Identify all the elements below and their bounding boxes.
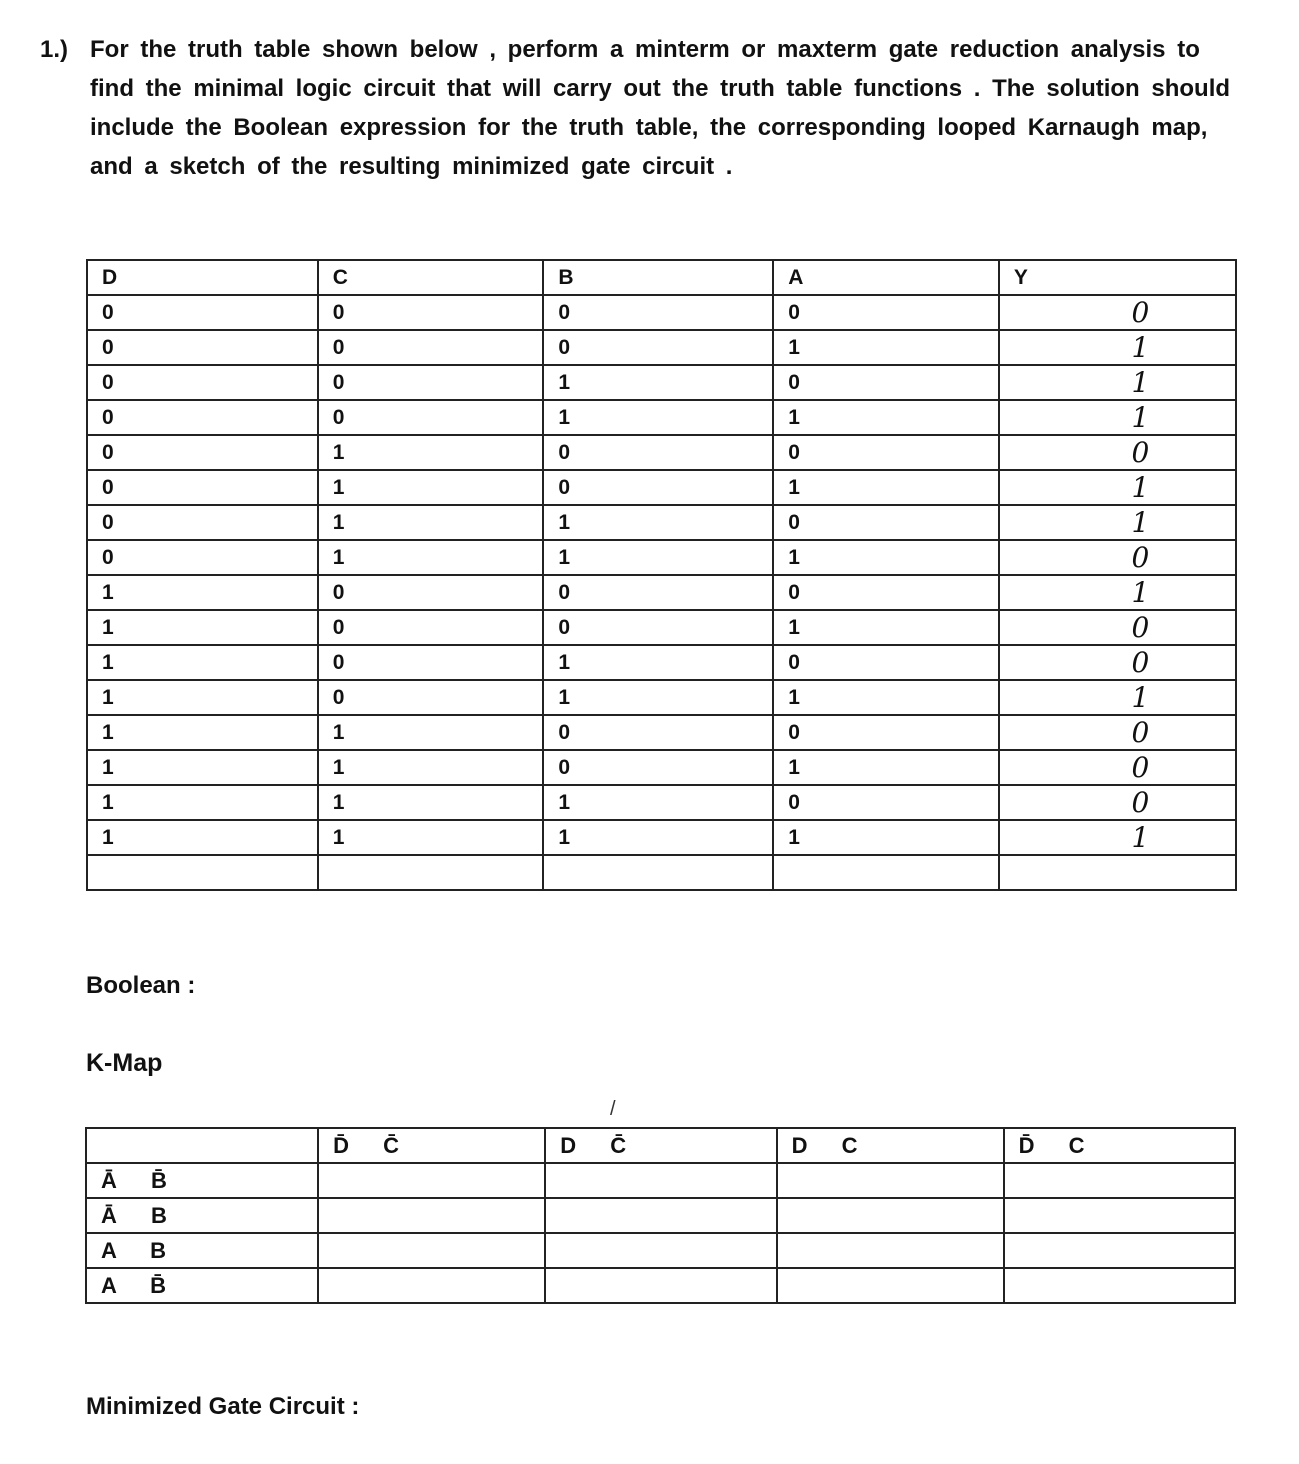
- table-row: [87, 610, 1236, 645]
- table-cell: 1: [87, 715, 318, 750]
- table-row: [87, 680, 1236, 715]
- table-cell: 1: [318, 435, 544, 470]
- table-cell: 0: [773, 505, 999, 540]
- table-cell: 0: [318, 330, 544, 365]
- kmap-row-header: Ā B̄: [86, 1163, 318, 1198]
- table-cell: 0: [543, 610, 773, 645]
- table-cell: 0: [87, 505, 318, 540]
- kmap-cell: [545, 1233, 776, 1268]
- table-cell: 0: [318, 400, 544, 435]
- kmap-cell: [545, 1268, 776, 1303]
- kmap-row: [86, 1198, 1235, 1233]
- table-cell: 0: [543, 435, 773, 470]
- karnaugh-map: [85, 1127, 1236, 1304]
- table-row: [87, 400, 1236, 435]
- table-cell: 1: [773, 540, 999, 575]
- kmap-cell: [318, 1163, 545, 1198]
- kmap-cell: [318, 1198, 545, 1233]
- column-header: A: [773, 260, 999, 295]
- table-cell: 1: [318, 470, 544, 505]
- kmap-title: K-Map: [86, 1049, 163, 1077]
- truth-table-header: [87, 260, 1236, 295]
- handwritten-output: 0: [999, 540, 1236, 575]
- table-cell: 1: [87, 750, 318, 785]
- table-row-empty: [87, 855, 1236, 890]
- handwritten-output: 1: [999, 330, 1236, 365]
- table-cell: 1: [318, 715, 544, 750]
- table-cell: 0: [543, 470, 773, 505]
- table-cell: 1: [318, 820, 544, 855]
- handwritten-output: 0: [999, 715, 1236, 750]
- boolean-label: Boolean :: [86, 972, 196, 999]
- kmap-cell: [545, 1163, 776, 1198]
- table-row: [87, 540, 1236, 575]
- kmap-cell: [318, 1268, 545, 1303]
- empty-cell: [999, 855, 1236, 890]
- table-cell: 0: [318, 365, 544, 400]
- table-cell: 0: [87, 470, 318, 505]
- table-row: [87, 330, 1236, 365]
- kmap-cell: [1004, 1233, 1235, 1268]
- gate-circuit-label: Minimized Gate Circuit :: [86, 1393, 360, 1420]
- empty-cell: [773, 855, 999, 890]
- table-row: [87, 365, 1236, 400]
- handwritten-output: 1: [999, 820, 1236, 855]
- table-cell: 1: [543, 820, 773, 855]
- kmap-column-header: D̄ C: [1004, 1128, 1235, 1163]
- table-cell: 1: [773, 750, 999, 785]
- table-row: [87, 750, 1236, 785]
- table-row: [87, 820, 1236, 855]
- table-row: [87, 645, 1236, 680]
- truth-table: [86, 259, 1237, 891]
- table-cell: 0: [773, 295, 999, 330]
- handwritten-output: 0: [999, 785, 1236, 820]
- problem-text: For the truth table shown below , perform a minterm or maxterm gate reduction analysis to find the minimal logic circuit that will carry out the truth table functions . The solution should include the Boolean expression for the truth table, the corresponding looped Karnaugh map, and a sketch of the resulting minimized gate circuit .: [90, 36, 1231, 180]
- table-cell: 0: [87, 330, 318, 365]
- kmap-cell: [777, 1268, 1004, 1303]
- kmap-cell: [1004, 1198, 1235, 1233]
- kmap-cell: [545, 1198, 776, 1233]
- table-row: [87, 295, 1236, 330]
- handwritten-output: 0: [999, 750, 1236, 785]
- table-cell: 0: [543, 295, 773, 330]
- handwritten-output: 1: [999, 365, 1236, 400]
- column-header: Y: [999, 260, 1236, 295]
- table-row: [87, 715, 1236, 750]
- column-header: D: [87, 260, 318, 295]
- kmap-cell: [777, 1233, 1004, 1268]
- kmap-row-header: Ā B: [86, 1198, 318, 1233]
- table-cell: 0: [318, 295, 544, 330]
- table-row: [87, 785, 1236, 820]
- table-cell: 1: [318, 750, 544, 785]
- problem-number: 1.): [40, 36, 69, 63]
- kmap-row-header: A B̄: [86, 1268, 318, 1303]
- table-cell: 0: [773, 435, 999, 470]
- kmap-row: [86, 1163, 1235, 1198]
- table-cell: 0: [773, 365, 999, 400]
- table-cell: 0: [87, 365, 318, 400]
- handwritten-output: 1: [999, 470, 1236, 505]
- table-cell: 0: [773, 785, 999, 820]
- kmap-cell: [1004, 1268, 1235, 1303]
- table-cell: 0: [543, 715, 773, 750]
- column-header: B: [543, 260, 773, 295]
- table-cell: 1: [773, 680, 999, 715]
- empty-cell: [87, 855, 318, 890]
- table-cell: 1: [773, 470, 999, 505]
- table-cell: 0: [87, 295, 318, 330]
- table-cell: 1: [773, 330, 999, 365]
- table-row: [87, 470, 1236, 505]
- kmap-row: [86, 1268, 1235, 1303]
- handwritten-output: 0: [999, 645, 1236, 680]
- table-row: [87, 435, 1236, 470]
- kmap-corner-cell: [86, 1128, 318, 1163]
- table-cell: 0: [773, 575, 999, 610]
- table-cell: 0: [773, 645, 999, 680]
- table-cell: 1: [773, 820, 999, 855]
- column-header: C: [318, 260, 544, 295]
- kmap-cell: [777, 1198, 1004, 1233]
- table-cell: 0: [87, 400, 318, 435]
- table-cell: 0: [318, 680, 544, 715]
- table-cell: 0: [87, 435, 318, 470]
- kmap-row: [86, 1233, 1235, 1268]
- kmap-header-row: [86, 1128, 1235, 1163]
- kmap-cell: [318, 1233, 545, 1268]
- empty-cell: [318, 855, 544, 890]
- table-cell: 1: [87, 610, 318, 645]
- table-cell: 1: [543, 365, 773, 400]
- kmap-row-header: A B: [86, 1233, 318, 1268]
- table-cell: 1: [543, 400, 773, 435]
- table-cell: 0: [543, 750, 773, 785]
- handwritten-output: 1: [999, 400, 1236, 435]
- handwritten-output: 0: [999, 610, 1236, 645]
- table-cell: 0: [543, 575, 773, 610]
- pencil-mark: /: [610, 1098, 616, 1120]
- table-cell: 1: [318, 505, 544, 540]
- kmap-cell: [777, 1163, 1004, 1198]
- table-row: [87, 505, 1236, 540]
- handwritten-output: 1: [999, 575, 1236, 610]
- table-cell: 1: [318, 785, 544, 820]
- handwritten-output: 0: [999, 295, 1236, 330]
- kmap-column-header: D C: [777, 1128, 1004, 1163]
- table-cell: 0: [543, 330, 773, 365]
- table-cell: 0: [773, 715, 999, 750]
- table-cell: 0: [318, 575, 544, 610]
- table-cell: 0: [318, 645, 544, 680]
- handwritten-output: 1: [999, 505, 1236, 540]
- empty-cell: [543, 855, 773, 890]
- table-cell: 1: [87, 785, 318, 820]
- table-cell: 1: [543, 540, 773, 575]
- table-cell: 1: [87, 820, 318, 855]
- table-cell: 1: [773, 400, 999, 435]
- table-cell: 1: [543, 785, 773, 820]
- table-cell: 1: [773, 610, 999, 645]
- handwritten-output: 0: [999, 435, 1236, 470]
- table-cell: 1: [543, 645, 773, 680]
- table-cell: 0: [87, 540, 318, 575]
- table-cell: 1: [87, 575, 318, 610]
- problem-statement: [40, 30, 1255, 186]
- handwritten-output: 1: [999, 680, 1236, 715]
- kmap-cell: [1004, 1163, 1235, 1198]
- table-row: [87, 575, 1236, 610]
- kmap-column-header: D̄ C̄: [318, 1128, 545, 1163]
- table-cell: 1: [543, 505, 773, 540]
- table-cell: 0: [318, 610, 544, 645]
- table-cell: 1: [543, 680, 773, 715]
- table-cell: 1: [318, 540, 544, 575]
- table-cell: 1: [87, 645, 318, 680]
- table-cell: 1: [87, 680, 318, 715]
- kmap-column-header: D C̄: [545, 1128, 776, 1163]
